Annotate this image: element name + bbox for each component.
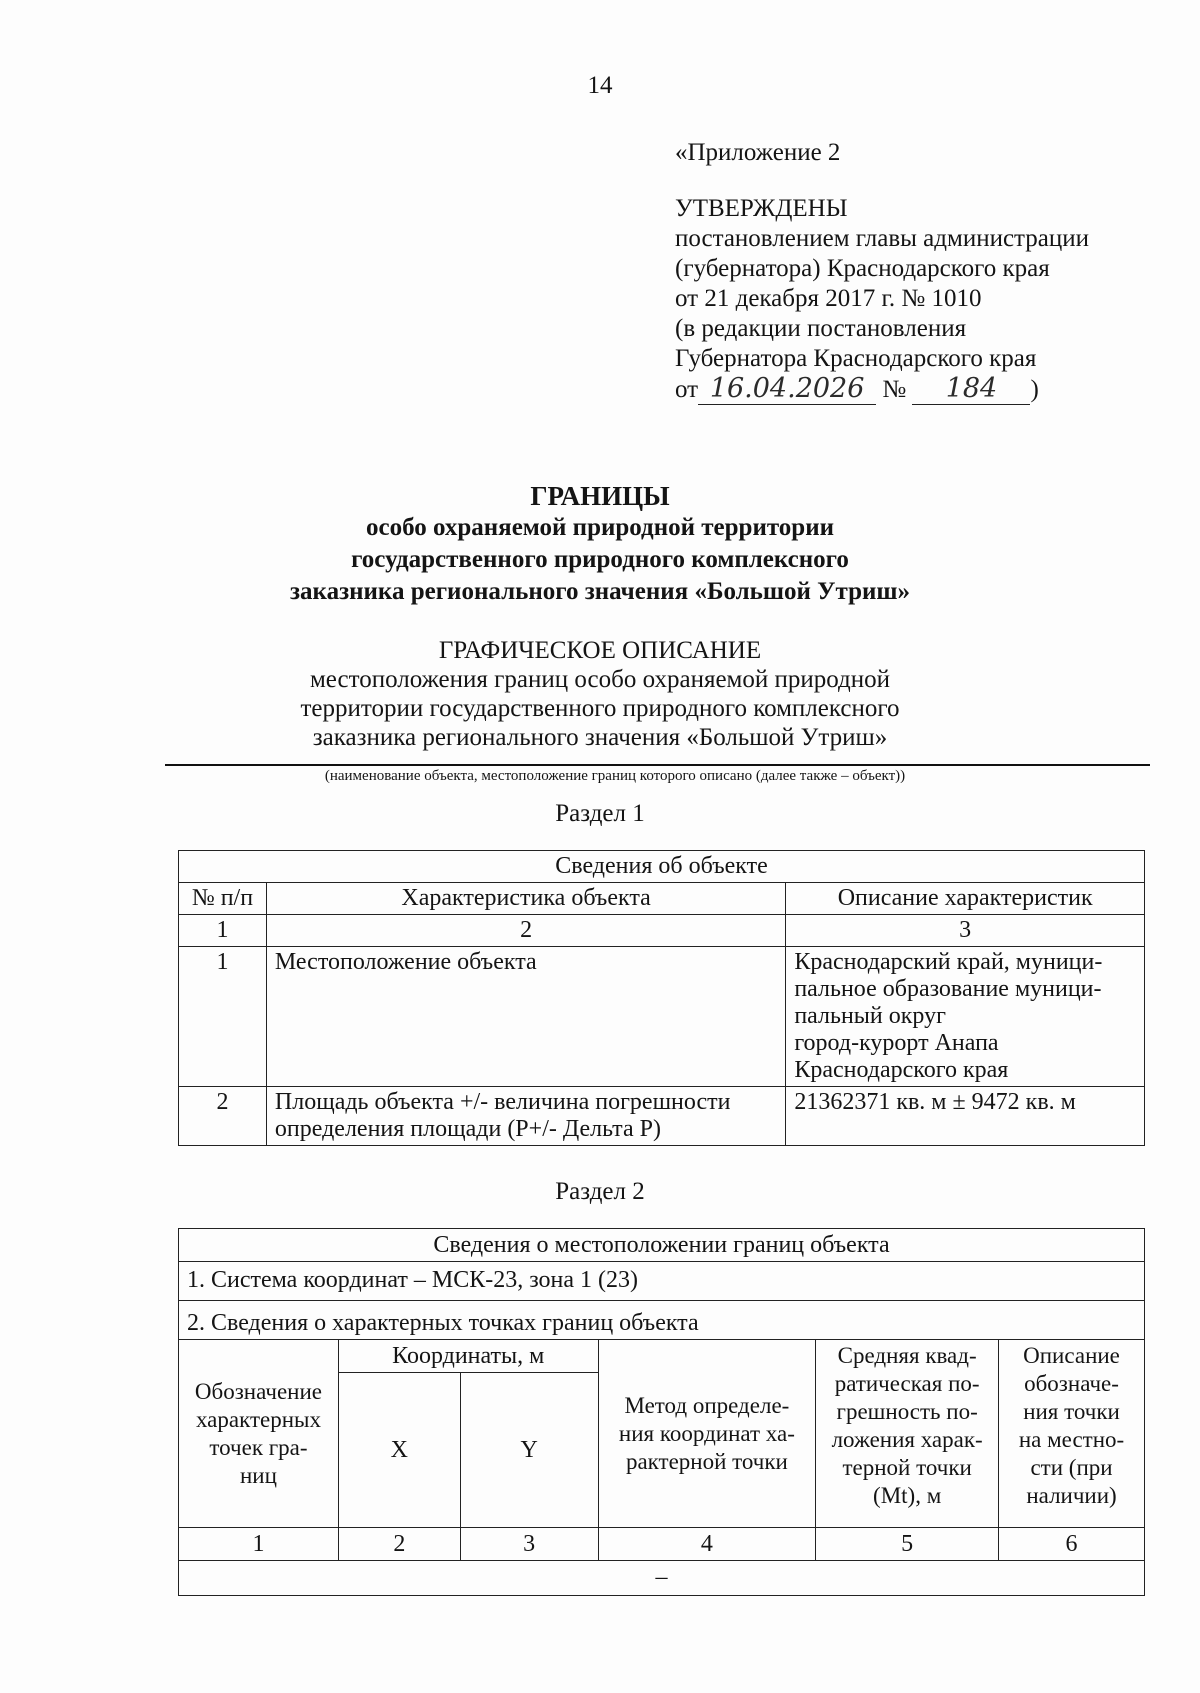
header-line: Средняя квад- — [837, 1343, 977, 1368]
header-line: сти (при — [1030, 1455, 1113, 1480]
col-number: 2 — [266, 915, 785, 947]
object-info-table — [178, 850, 1145, 1146]
header-y: Y — [460, 1373, 598, 1528]
col-number: 1 — [179, 1528, 339, 1561]
graphic-description — [150, 636, 1050, 752]
approved-label: УТВЕРЖДЕНЫ — [675, 195, 848, 222]
header-error — [816, 1340, 999, 1528]
row-description — [786, 947, 1145, 1087]
description-line: пальный округ — [794, 1003, 946, 1029]
page-number: 14 — [587, 72, 613, 99]
graphic-line: заказника регионального значения «Большой Утриш» — [312, 724, 888, 751]
section2-title: Раздел 2 — [555, 1178, 645, 1205]
document-title — [150, 480, 1050, 608]
header-line: характерных — [195, 1406, 321, 1432]
appendix-label: «Приложение 2 — [675, 139, 841, 166]
row-characteristic — [266, 1087, 785, 1146]
row-description: 21362371 кв. м ± 9472 кв. м — [786, 1087, 1145, 1146]
row-num: 1 — [179, 947, 267, 1087]
approval-line: Губернатора Краснодарского края — [675, 345, 1037, 372]
handwritten-number: 184 — [945, 373, 998, 404]
header-coordinates: Координаты, м — [338, 1340, 598, 1373]
graphic-line: территории государственного природного комплексного — [300, 695, 900, 722]
section1-title: Раздел 1 — [555, 800, 645, 827]
graphic-heading: ГРАФИЧЕСКОЕ ОПИСАНИЕ — [438, 637, 762, 664]
underline-rule — [165, 764, 1150, 766]
header-method — [598, 1340, 816, 1528]
number-prefix: № — [882, 376, 907, 403]
col-number: 3 — [460, 1528, 598, 1561]
title-line: заказника регионального значения «Большой Утриш» — [290, 578, 910, 605]
header-num: № п/п — [179, 883, 267, 915]
header-line: (Mt), м — [873, 1483, 942, 1508]
points-title: 2. Сведения о характерных точках границ объекта — [179, 1301, 1145, 1340]
header-characteristic: Характеристика объекта — [266, 883, 785, 915]
description-line: город-курорт Анапа — [794, 1030, 999, 1056]
header-description: Описание характеристик — [786, 883, 1145, 915]
title-line: государственного природного комплексного — [351, 546, 849, 573]
col-number: 1 — [179, 915, 267, 947]
title-line: особо охраняемой природной территории — [365, 514, 835, 541]
object-caption: (наименование объекта, местоположение границ которого описано (далее также – объект)) — [324, 768, 906, 784]
col-number: 5 — [816, 1528, 999, 1561]
col-number: 6 — [999, 1528, 1145, 1561]
approval-line: (губернатора) Краснодарского края — [675, 255, 1050, 282]
col-number: 3 — [786, 915, 1145, 947]
header-line: ния точки — [1023, 1399, 1120, 1424]
approval-line: (в редакции постановления — [675, 315, 967, 342]
graphic-line: местоположения границ особо охраняемой природной — [309, 666, 891, 693]
header-line: Описание — [1023, 1343, 1120, 1368]
description-line: Краснодарского края — [794, 1057, 1009, 1083]
approval-line: от 21 декабря 2017 г. № 1010 — [675, 285, 982, 312]
col-number: 2 — [338, 1528, 460, 1561]
header-line: грешность по- — [836, 1399, 978, 1424]
table-row — [179, 1561, 1145, 1596]
header-line: Обозначение — [194, 1378, 323, 1404]
header-designation — [179, 1340, 339, 1528]
closing-paren: ) — [1030, 376, 1039, 403]
boundary-location-table — [178, 1228, 1145, 1596]
header-line: ния координат ха- — [618, 1420, 795, 1446]
table-title: Сведения о местоположении границ объекта — [179, 1229, 1145, 1262]
coord-system: 1. Система координат – МСК-23, зона 1 (23) — [179, 1262, 1145, 1301]
header-line: ниц — [240, 1462, 277, 1488]
approval-line: постановлением главы администрации — [675, 225, 1090, 252]
header-line: терной точки — [842, 1455, 972, 1480]
title-heading: ГРАНИЦЫ — [530, 481, 670, 511]
table-title: Сведения об объекте — [179, 851, 1145, 883]
header-x: X — [338, 1373, 460, 1528]
empty-row-marker: – — [179, 1561, 1145, 1596]
header-line: на местно- — [1018, 1427, 1125, 1452]
approval-block — [675, 138, 1175, 405]
handwritten-date: 16.04.2026 — [709, 373, 865, 404]
table-row — [179, 1087, 1145, 1146]
description-line: пальное образование муници- — [794, 976, 1102, 1002]
row-characteristic: Местоположение объекта — [266, 947, 785, 1087]
header-line: ратическая по- — [834, 1371, 980, 1396]
characteristic-line: определения площади (P+/- Дельта P) — [274, 1116, 661, 1142]
amendment-date-line — [675, 374, 1175, 405]
description-line: Краснодарский край, муници- — [794, 949, 1103, 975]
date-prefix: от — [675, 376, 699, 403]
header-line: ложения харак- — [831, 1427, 983, 1452]
col-number: 4 — [598, 1528, 816, 1561]
header-line: обозначе- — [1024, 1371, 1119, 1396]
row-num: 2 — [179, 1087, 267, 1146]
header-line: рактерной точки — [625, 1448, 788, 1474]
header-point-description — [999, 1340, 1145, 1528]
header-line: Метод определе- — [624, 1392, 790, 1418]
table-row — [179, 947, 1145, 1087]
header-line: наличии) — [1026, 1483, 1117, 1508]
characteristic-line: Площадь объекта +/- величина погрешности — [274, 1089, 731, 1115]
header-line: точек гра- — [209, 1434, 308, 1460]
